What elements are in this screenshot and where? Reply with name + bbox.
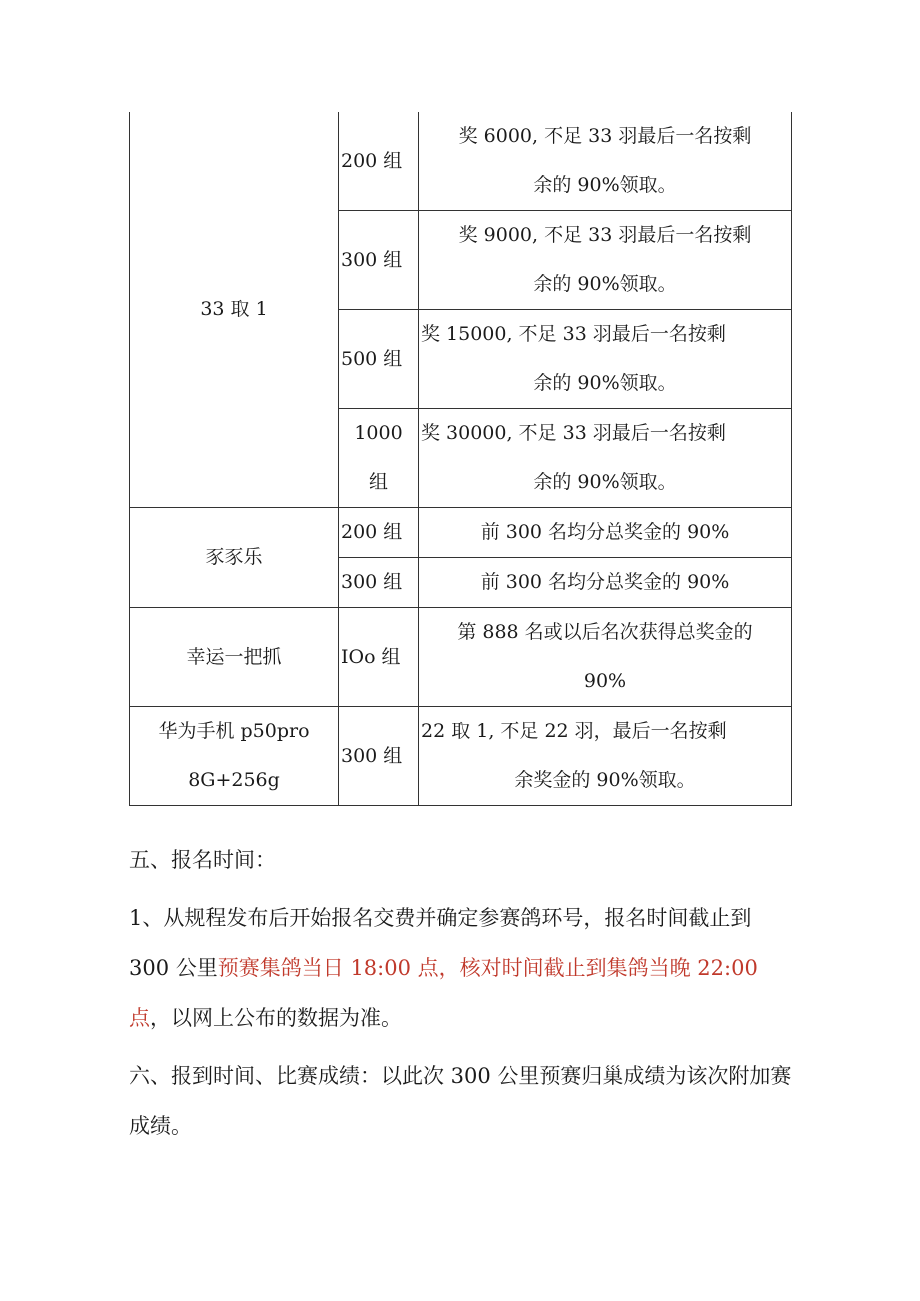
- group-cell: 200 组: [339, 112, 419, 211]
- prize-description-line: 前 300 名均分总奖金的 90%: [480, 521, 730, 543]
- prize-description-line: 余的 90%领取。: [533, 471, 677, 493]
- prize-description-line: 90%: [583, 670, 627, 692]
- prize-description-line: 余奖金的 90%领取。: [514, 769, 696, 791]
- prize-description-line: 第 888 名或以后名次获得总奖金的: [457, 621, 753, 643]
- category-line: 华为手机 p50pro: [158, 720, 310, 742]
- group-line: 组: [368, 471, 388, 493]
- prize-description: [419, 707, 792, 806]
- prize-description: [419, 409, 792, 508]
- category-line: 8G+256g: [188, 769, 280, 791]
- prize-description-line: 余的 90%领取。: [533, 372, 677, 394]
- prize-description-line: 22 取 1, 不足 22 羽，最后一名按剩: [421, 720, 727, 742]
- category-cell: 33 取 1: [130, 112, 339, 508]
- group-cell: 300 组: [339, 707, 419, 806]
- group-line: 1000: [354, 422, 403, 444]
- table-row: [130, 508, 792, 558]
- group-cell: 200 组: [339, 508, 419, 558]
- prize-description: [419, 508, 792, 558]
- registration-text-end: ，以网上公布的数据为准。: [150, 1006, 402, 1030]
- prize-description-line: 余的 90%领取。: [533, 174, 677, 196]
- group-cell: 300 组: [339, 558, 419, 608]
- prize-description-line: 余的 90%领取。: [533, 273, 677, 295]
- prize-description-line: 奖 6000, 不足 33 羽最后一名按剩: [458, 125, 752, 147]
- prize-description: [419, 608, 792, 707]
- group-cell: IOo 组: [339, 608, 419, 707]
- category-cell: [130, 707, 339, 806]
- results-paragraph: 六、报到时间、比赛成绩：以此次 300 公里预赛归巢成绩为该次附加赛成绩。: [129, 1064, 792, 1138]
- prize-description-line: 奖 15000, 不足 33 羽最后一名按剩: [421, 323, 726, 345]
- section-heading: 五、报名时间：: [129, 848, 276, 872]
- prize-description: [419, 112, 792, 211]
- group-cell: 500 组: [339, 310, 419, 409]
- prize-description-line: 奖 9000, 不足 33 羽最后一名按剩: [458, 224, 752, 246]
- table-row: [130, 707, 792, 806]
- registration-deadline-highlight: 预赛集鸽当日 18:00 点，核对时间截止到集鸽当晚 22:00 点: [129, 956, 758, 1030]
- prize-description: [419, 558, 792, 608]
- prize-description: [419, 211, 792, 310]
- table-row: [130, 112, 792, 211]
- prize-description-line: 前 300 名均分总奖金的 90%: [480, 571, 730, 593]
- section-registration: [129, 835, 794, 1151]
- prize-description-line: 奖 30000, 不足 33 羽最后一名按剩: [421, 422, 726, 444]
- prize-description: [419, 310, 792, 409]
- table-row: [130, 608, 792, 707]
- group-cell: [339, 409, 419, 508]
- category-cell: 豕豕乐: [130, 508, 339, 608]
- group-cell: 300 组: [339, 211, 419, 310]
- registration-text: 1、从规程发布后开始报名交费并确定参赛鸽环号，报名时间截止到 300 公里: [129, 906, 752, 980]
- category-cell: 幸运一把抓: [130, 608, 339, 707]
- prize-table: [129, 112, 792, 806]
- registration-paragraph: [129, 893, 794, 1043]
